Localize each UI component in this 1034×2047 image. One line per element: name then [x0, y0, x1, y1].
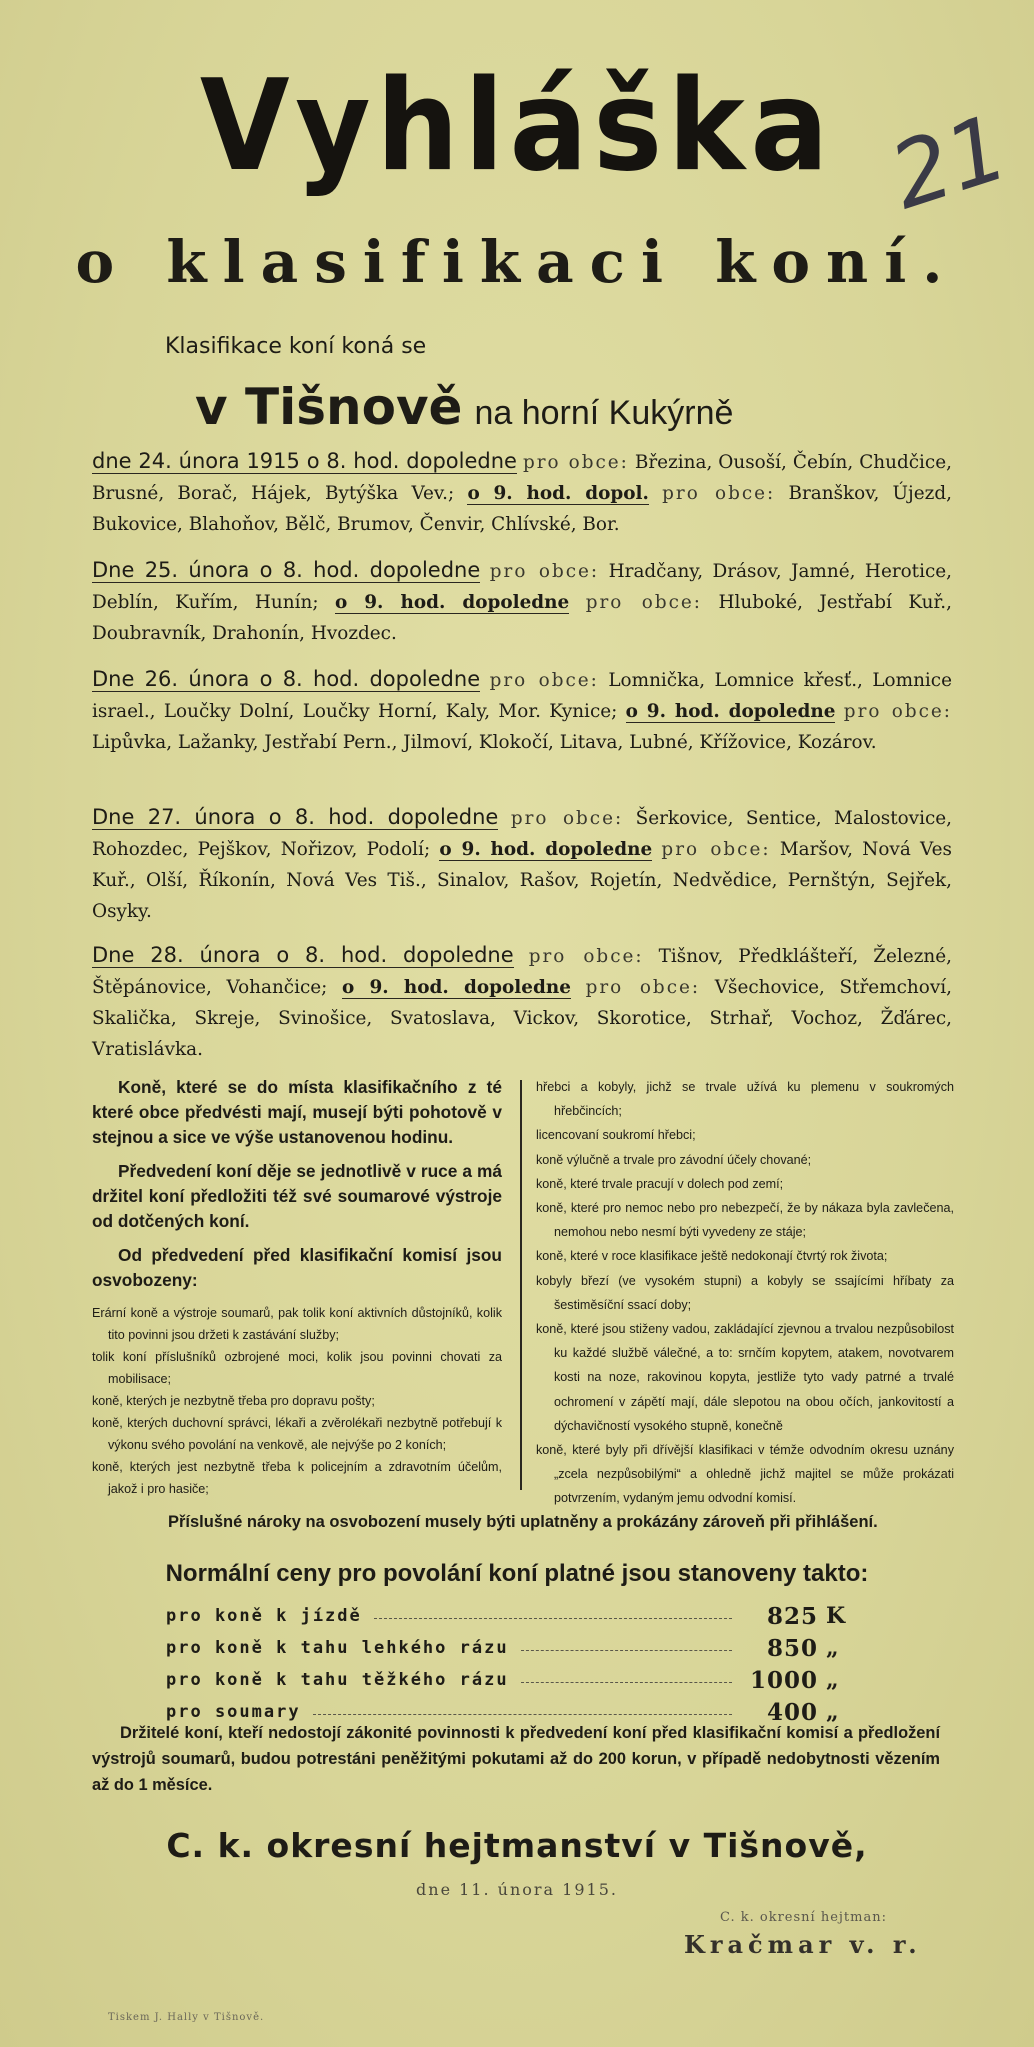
paragraph: Předvedení koní děje se jednotlivě v ruce a má držitel koní předložiti též své soumarové výstroje od dotčených koní.: [92, 1161, 502, 1231]
schedule-towns: Všechovice, Střemchoví, Skalička, Skreje, Svinošice, Svatoslava, Vickov, Skorotice, Strhař, Vochoz, Žďárec, Vratislávka.: [92, 977, 952, 1060]
claims-notice: Příslušné nároky na osvobození musely býti uplatněny a prokázány zároveň při přihlášení.: [168, 1513, 878, 1531]
schedule-day: Dne 26. února o 8. hod. dopoledne: [92, 667, 481, 691]
list-item: koně, které v roce klasifikace ještě nedokonají čtvrtý rok života;: [536, 1249, 888, 1264]
schedule-pro: pro obce:: [585, 977, 701, 998]
price-label: pro koně k jízdě: [166, 1606, 362, 1626]
price-unit: „: [826, 1667, 839, 1693]
schedule-nine: o 9. hod. dopoledne: [334, 592, 570, 613]
penalty-paragraph: Držitelé koní, kteří nedostojí zákonité povinnosti k předvedení koní před klasifikační komisí a předložení výstrojů soumarů, budou potrestáni peněžitými pokutami až do 200 korun, v případě nedobytnosti vězením až do 1 měsíce.: [92, 1724, 940, 1794]
schedule-entry: [92, 555, 952, 649]
schedule-towns: Lipůvka, Lažanky, Jestřabí Pern., Jilmoví, Klokočí, Litava, Lubné, Křížovice, Kozárov.: [92, 732, 877, 753]
schedule-entry: [92, 664, 952, 758]
price-table: [166, 1600, 866, 1728]
intro-line: Klasifikace koní koná se: [165, 334, 427, 359]
list-item: tolik koní příslušníků ozbrojené moci, kolik jsou povinni chovati za mobilisace;: [92, 1350, 502, 1386]
signer-title: C. k. okresní hejtman:: [720, 1910, 887, 1925]
schedule-pro: pro obce:: [489, 670, 599, 691]
schedule-entry: [92, 802, 952, 927]
place-town: v Tišnově: [195, 378, 463, 436]
list-item: hřebci a kobyly, jichž se trvale užívá ku plemenu v soukromých hřebčincích;: [536, 1080, 954, 1119]
schedule-pro: pro obce:: [662, 483, 776, 504]
leader-dashes: [521, 1682, 732, 1683]
list-item: koně výlučně a trvale pro závodní účely chované;: [536, 1152, 812, 1167]
schedule-towns: Lomnička, Lomnice křesť., Lomnice israel., Loučky Dolní, Loučky Horní, Kaly, Mor. Kynice;: [92, 670, 952, 722]
schedule-day: Dne 27. února o 8. hod. dopoledne: [92, 805, 499, 829]
price-label: pro koně k tahu lehkého rázu: [166, 1638, 509, 1658]
schedule-entry: [92, 940, 952, 1065]
issue-date: dne 11. února 1915.: [416, 1880, 618, 1899]
price-row: [166, 1632, 866, 1664]
schedule-entry: [92, 446, 952, 540]
leader-dashes: [521, 1650, 732, 1651]
list-item: koně, kterých je nezbytně třeba pro dopravu pošty;: [92, 1394, 375, 1408]
schedule-pro: pro obce:: [510, 808, 624, 829]
right-column: [536, 1075, 954, 1511]
schedule-towns: Maršov, Nová Ves Kuř., Olší, Říkonín, Nová Ves Tiš., Sinalov, Rašov, Rojetín, Nedvědice, Pernštýn, Sejřek, Osyky.: [92, 839, 952, 922]
price-row: [166, 1600, 866, 1632]
schedule-pro: pro obce:: [585, 592, 702, 613]
list-item: koně, kterých jest nezbytně třeba k policejním a zdravotním účelům, jakož i pro hasiče;: [92, 1460, 502, 1496]
schedule-nine: o 9. hod. dopoledne: [342, 977, 571, 998]
signer-name: Kračmar v. r.: [684, 1930, 922, 1959]
list-item: koně, které byly při dřívější klasifikaci v témže odvodním okresu uznány „zcela nezpůsobilými“ a ohledně jichž majitel se může prokázati potvrzením, vydaným jemu odvodní komisí.: [536, 1443, 954, 1506]
list-item: licencovaní soukromí hřebci;: [536, 1128, 696, 1143]
column-divider: [520, 1080, 522, 1490]
schedule-pro: pro obce:: [843, 701, 952, 722]
list-item: koně, kterých duchovní správci, lékaři a zvěrolékaři nezbytně potřebují k výkonu svého povolání na venkově, ale nejvýše po 2 koních;: [92, 1416, 502, 1452]
paragraph: Koně, které se do místa klasifikačního z té které obce předvésti mají, musejí býti pohotově v stejnou a sice ve výše ustanovenou hodinu.: [92, 1077, 502, 1147]
schedule-pro: pro obce:: [522, 452, 629, 473]
price-unit: K: [826, 1603, 846, 1629]
price-value: 1000: [749, 1666, 818, 1694]
page-subtitle: o klasifikaci koní.: [75, 228, 959, 296]
left-column: [92, 1075, 502, 1500]
issuing-office: C. k. okresní hejtmanství v Tišnově,: [166, 1826, 868, 1865]
schedule-day: Dne 25. února o 8. hod. dopoledne: [92, 558, 481, 582]
paragraph: Od předvedení před klasifikační komisí jsou osvobozeny:: [92, 1245, 502, 1290]
exemptions-section: [92, 1075, 954, 1506]
schedule-pro: pro obce:: [661, 839, 771, 860]
schedule-towns: Hradčany, Drásov, Jamné, Herotice, Deblín, Kuřím, Hunín;: [92, 561, 952, 613]
schedule-day: dne 24. února 1915 o 8. hod. dopoledne: [92, 449, 517, 473]
page-title: Vyhláška: [199, 52, 835, 199]
price-value: 400: [766, 1698, 818, 1726]
price-label: pro koně k tahu těžkého rázu: [166, 1670, 509, 1690]
printer-imprint: Tiskem J. Hally v Tišnově.: [108, 2012, 265, 2023]
price-unit: „: [826, 1635, 839, 1661]
list-item: kobyly březí (ve vysokém stupni) a kobyly se ssajícími hříbaty za šestiměsíční ssací doby;: [536, 1273, 954, 1312]
schedule-nine: o 9. hod. dopol.: [467, 483, 649, 504]
leader-dashes: [374, 1618, 732, 1619]
schedule-nine: o 9. hod. dopoledne: [625, 701, 836, 722]
schedule-towns: Březina, Ousoší, Čebín, Chudčice, Brusné, Borač, Hájek, Bytýška Vev.;: [92, 452, 952, 504]
list-item: Erární koně a výstroje soumarů, pak tolik koní aktivních důstojníků, kolik tito povinni jsou držeti k zastávání služby;: [92, 1306, 502, 1342]
price-label: pro soumary: [166, 1702, 301, 1722]
place-line: [195, 378, 733, 436]
schedule-day: Dne 28. února o 8. hod. dopoledne: [92, 943, 514, 967]
list-item: koně, které jsou stiženy vadou, zakládající zjevnou a trvalou nezpůsobilost ku každé službě válečné, a to: srnčím kopytem, atakem, novotvarem kosti na noze, rakovinou kopyta, jestliže tyto vady patrné a trvalé ochromení v zápětí mají, dále slepotou na obou očích, jankovitostí a dýchavičností vysokého stupně, konečně: [536, 1322, 954, 1433]
schedule-nine: o 9. hod. dopoledne: [439, 839, 653, 860]
prices-heading: Normální ceny pro povolání koní platné jsou stanoveny takto:: [165, 1560, 869, 1587]
schedule-towns: Šerkovice, Sentice, Malostovice, Rohozdec, Pejškov, Nořizov, Podolí;: [92, 808, 952, 860]
schedule-towns: Hluboké, Jestřabí Kuř., Doubravník, Drahonín, Hvozdec.: [92, 592, 952, 644]
schedule-towns: Branškov, Újezd, Bukovice, Blahoňov, Bělč, Brumov, Čenvir, Chlívské, Bor.: [92, 483, 952, 535]
archive-handwritten-number: 21: [878, 94, 1020, 231]
list-item: koně, které pro nemoc nebo pro nebezpečí, že by nákaza byla zavlečena, nemohou nebo nesmí býti vyvedeny ze stáje;: [536, 1201, 954, 1240]
schedule-pro: pro obce:: [528, 946, 644, 967]
price-row: [166, 1664, 866, 1696]
schedule-towns: Tišnov, Předklášteří, Železné, Štěpánovice, Vohančice;: [92, 946, 952, 998]
place-venue: na horní Kukýrně: [474, 394, 734, 432]
schedule-pro: pro obce:: [489, 561, 600, 582]
leader-dashes: [313, 1714, 732, 1715]
price-value: 850: [766, 1634, 818, 1662]
list-item: koně, které trvale pracují v dolech pod zemí;: [536, 1176, 784, 1191]
price-value: 825: [766, 1602, 818, 1630]
price-unit: „: [826, 1699, 839, 1725]
